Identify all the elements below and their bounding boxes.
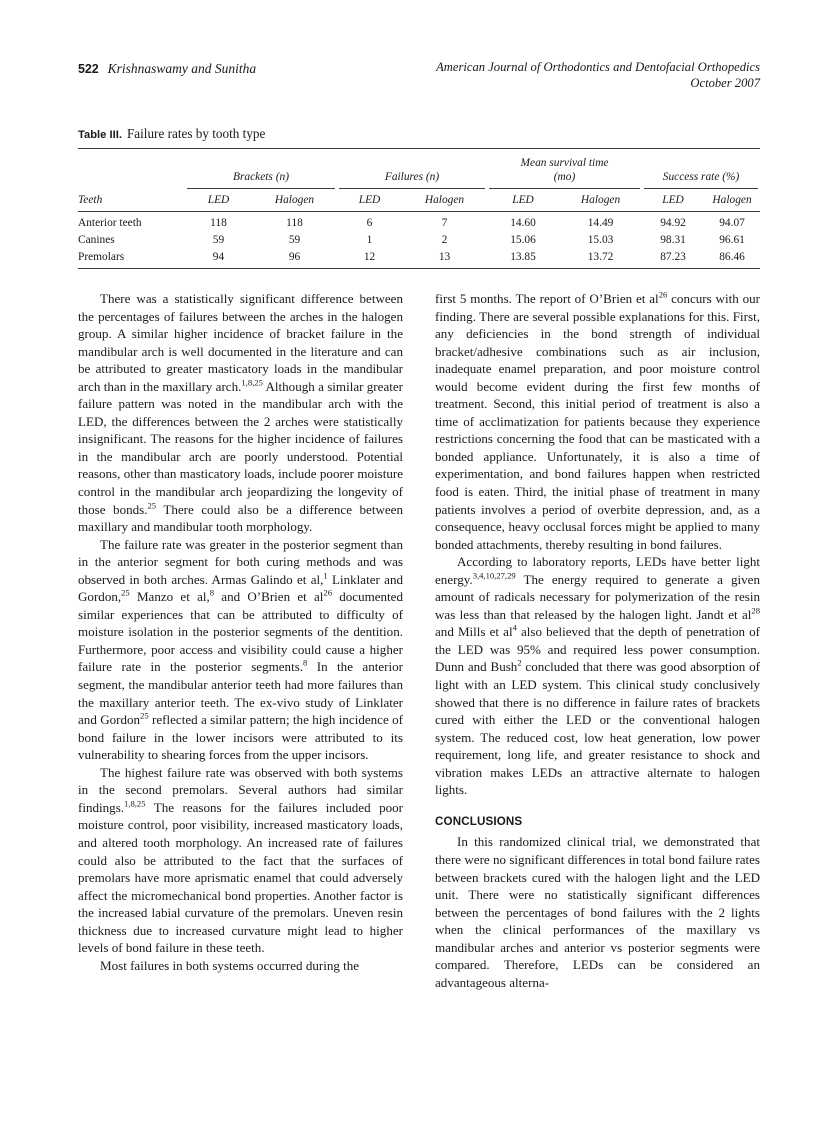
paragraph [78, 290, 403, 536]
cell-brackets-led: 59 [212, 234, 225, 247]
citation-ref: 4 [512, 623, 517, 634]
left-column [78, 290, 403, 974]
cell-survival-halogen: 15.03 [587, 234, 614, 247]
table-row [78, 212, 760, 232]
para-text: Manzo et al, [129, 589, 210, 605]
para-text: The reasons for the failures included poor moisture control, poor visibility, increased masticatory loads, and altered tooth morphology. An increased rate of failures could also be attributed to the fact that the surfaces of premolars have more aprismatic enamel that could adversely affect the micromechanical bond properties. Another factor is the increased labial curvature of the premolars. Uneven resin thickness due to increased curvature might lead to higher levels of bond failure in these teeth. [78, 799, 403, 956]
para-text: There was a statistically significant difference between the percentages of failures between the arches in the halogen group. A similar higher incidence of bracket failure in the mandibular arch is well documented in the literature and can be attributed to greater masticatory loads in the mandibular arch than in the maxillary arch. [78, 291, 403, 394]
group-header-brackets [185, 149, 337, 190]
citation-ref: 1 [323, 570, 328, 581]
group-header-survival-line1: Mean survival time [520, 157, 609, 169]
paragraph [435, 553, 760, 799]
para-text: concluded that there was good absorption of light with an LED system. This clinical study conclusively showed that there is no difference in failure rates of brackets cured with either the LED or the conventional halogen system. The reduced cost, low heat generation, low power requirement, long life, and greater resistance to shock and vibration makes LEDs an attractive alternate to halogen lights. [435, 659, 760, 798]
para-text: Most failures in both systems occurred during the [100, 957, 360, 973]
cell-brackets-led: 118 [210, 217, 227, 229]
paragraph [78, 536, 403, 764]
cell-failures-led: 1 [366, 234, 373, 247]
group-header-mean-survival-time [487, 149, 642, 190]
group-header-brackets-line1: Brackets (n) [233, 170, 289, 183]
para-text: The highest failure rate was observed with both systems in the second premolars. Several authors had similar findings. [78, 764, 403, 815]
citation-ref: 26 [323, 587, 332, 598]
paragraph [78, 957, 403, 975]
cell-teeth: Anterior teeth [78, 217, 142, 229]
cell-brackets-halogen: 118 [286, 217, 303, 229]
column-header-survival-led: LED [487, 189, 559, 212]
citation-ref: 28 [751, 605, 760, 616]
para-text: documented similar experiences that can be attributed to difficulty of moisture isolation in the posterior segments of the dentition. Furthermore, poor access and visibility could cause a higher failure rate in the posterior segments. [78, 589, 403, 675]
cell-success-halogen: 94.07 [719, 217, 745, 229]
cell-failures-led: 12 [337, 249, 402, 269]
table-row [78, 232, 760, 249]
cell-failures-halogen: 13 [402, 249, 487, 269]
table-group-header-row [78, 149, 760, 190]
table-sub-header-row [78, 189, 760, 212]
cell-failures-halogen: 7 [441, 217, 448, 229]
para-text: According to laboratory reports, LEDs have better light energy. [435, 554, 760, 587]
column-header-brackets-halogen: Halogen [252, 189, 337, 212]
para-text: In the anterior segment, the mandibular anterior teeth had more failures than the maxillary anterior teeth. The ex-vivo study of Linklater and Gordon [78, 659, 403, 728]
para-text: The failure rate was greater in the posterior segment than in the anterior segment for both curing methods and was observed in both arches. Armas Galindo et al, [78, 536, 403, 587]
cell-failures-halogen: 2 [441, 234, 448, 247]
column-header-success-led: LED [642, 189, 704, 212]
cell-success-halogen: 96.61 [719, 234, 745, 247]
column-header-failures-halogen: Halogen [402, 189, 487, 212]
cell-failures-led: 6 [366, 217, 373, 229]
table-block [78, 126, 760, 269]
cell-survival-led: 14.60 [510, 217, 536, 229]
cell-brackets-halogen: 96 [252, 249, 337, 269]
column-header-success-halogen: Halogen [704, 189, 760, 212]
citation-ref: 1,8,25 [241, 377, 263, 388]
cell-success-led: 98.31 [660, 234, 686, 247]
para-text: and O’Brien et al [214, 589, 324, 605]
cell-survival-led: 13.85 [487, 249, 559, 269]
running-head-authors: Krishnaswamy and Sunitha [107, 61, 257, 76]
issue-date: October 2007 [690, 75, 760, 90]
para-text: In this randomized clinical trial, we demonstrated that there were no significant differences in total bond failure rates between brackets cured with the halogen light and the LED unit. There were no statistically significant differences between the percentages of bond failures with the 2 lights when the clinical performances of the maxillary vs mandibular arches and anterior vs posterior segments were compared. Therefore, LEDs can be considered an advantageous alterna- [435, 834, 760, 990]
cell-survival-halogen: 14.49 [587, 217, 614, 229]
citation-ref: 8 [209, 587, 215, 598]
para-text: Although a similar greater failure pattern was noted in the mandibular arch with the LED, the differences between the 2 arches were statistically insignificant. The reasons for the higher incidence of failures in the mandibular arch are poorly understood. Potential reasons, other than masticatory loads, include poorer moisture control in the mandibular arch jeopardizing the longevity of those bonds. [78, 378, 403, 517]
column-header-survival-halogen: Halogen [559, 189, 642, 212]
para-text: reflected a similar pattern; the high incidence of bond failure in the lower incisors were attributed to its vulnerability to shearing forces from the upper incisors. [78, 712, 403, 763]
citation-ref: 25 [140, 710, 149, 721]
citation-ref: 25 [121, 587, 130, 598]
citation-ref: 3,4,10,27,29 [472, 570, 516, 581]
running-head-left [78, 60, 256, 78]
failure-rates-table [78, 148, 760, 269]
cell-teeth: Premolars [78, 249, 185, 269]
paragraph [78, 764, 403, 957]
group-header-success-line1: Success rate (%) [662, 170, 740, 183]
para-text: also believed that the depth of penetration of the LED was 95% and required less power consumption. Dunn and Bush [435, 624, 760, 675]
cell-survival-halogen: 13.72 [559, 249, 642, 269]
citation-ref: 1,8,25 [124, 798, 146, 809]
table-row [78, 249, 760, 269]
column-header-failures-led: LED [337, 189, 402, 212]
citation-ref: 2 [517, 658, 522, 669]
group-header-failures-line1: Failures (n) [384, 170, 440, 183]
citation-ref: 25 [147, 500, 157, 511]
cell-success-led: 87.23 [642, 249, 704, 269]
cell-survival-led: 15.06 [510, 234, 536, 247]
column-header-brackets-led: LED [185, 189, 252, 212]
citation-ref: 26 [658, 289, 668, 300]
right-column [435, 290, 760, 991]
para-text: first 5 months. The report of O’Brien et al [435, 291, 659, 306]
cell-success-led: 94.92 [660, 217, 686, 229]
cell-teeth: Canines [78, 234, 115, 247]
table-caption [78, 126, 760, 143]
page-number: 522 [78, 62, 99, 76]
column-header-teeth: Teeth [78, 189, 185, 212]
journal-name: American Journal of Orthodontics and Dentofacial Orthopedics [436, 60, 760, 74]
paragraph [435, 833, 760, 991]
table-label: Table III. [78, 129, 122, 141]
para-text: concurs with our finding. There are several possible explanations for this. First, any deficiencies in the bond strength of individual bracket/adhesive combinations such as air inclusion, inadequate enamel preparation, and poor moisture control would become evident during the first few months of treatment. Second, this initial period of treatment is also a time of acclimatization for patients because they experience restrictions concerning the food that can be masticated with a bonded appliance. Unfortunately, it is also a time of experimentation, and bond failures happen when restricted food is eaten. Third, the initial phase of treatment in many patients involves a period of overbite depression, and, as a consequence, heavy occlusal forces might be applied to many bonded attachments, thereby resulting in bond failures. [435, 291, 760, 552]
group-header-success-rate [642, 149, 760, 190]
citation-ref: 8 [303, 658, 308, 669]
table-title: Failure rates by tooth type [126, 126, 266, 141]
running-head [78, 60, 760, 98]
cell-brackets-halogen: 59 [288, 234, 301, 247]
section-heading-conclusions: CONCLUSIONS [435, 814, 523, 828]
group-header-failures [337, 149, 487, 190]
running-head-right [436, 60, 760, 91]
para-text: There could also be a difference between maxillary and mandibular tooth morphology. [78, 501, 403, 535]
table-corner-cell [78, 149, 185, 190]
para-text: Linklater and Gordon, [78, 571, 404, 605]
cell-brackets-led: 94 [185, 249, 252, 269]
body-columns [78, 290, 760, 1050]
paragraph [435, 290, 760, 553]
para-text: The energy required to generate a given amount of radicals necessary for polymerization of the resin was less than that released by the halogen light. Jandt et al [435, 571, 760, 622]
group-header-survival-line2: (mo) [553, 170, 576, 183]
para-text: and Mills et al [435, 624, 513, 640]
cell-success-halogen: 86.46 [704, 249, 760, 269]
